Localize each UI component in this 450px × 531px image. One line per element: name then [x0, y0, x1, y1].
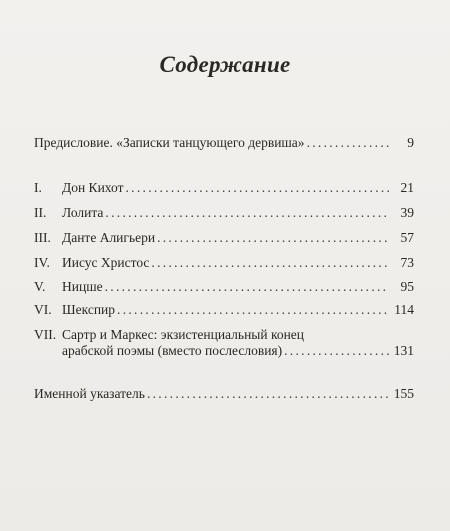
toc-page-number: 57 [400, 230, 414, 245]
toc-entry-2 [34, 205, 414, 221]
toc-entry-text: Именной указатель [34, 386, 145, 401]
toc-entry-text: Лолита [62, 205, 104, 220]
toc-entry-text-line1: Сартр и Маркес: экзистенциальный конец [62, 327, 305, 342]
toc-entry-numeral: I. [34, 180, 42, 195]
toc-entry-numeral: III. [34, 230, 51, 245]
toc-entry-5 [34, 279, 414, 295]
toc-entry-preface [34, 135, 414, 151]
toc-entry-4 [34, 255, 414, 271]
toc-entry-text-line2: арабской поэмы (вместо послесловия) [62, 343, 283, 358]
page-title: Содержание [159, 52, 291, 77]
toc-entry-text: Шекспир [62, 302, 116, 317]
toc-entry-text: Иисус Христос [62, 255, 150, 270]
toc-leader-dots [105, 279, 389, 295]
toc-leader-dots [307, 135, 389, 151]
toc-entry-numeral: V. [34, 279, 46, 294]
toc-leader-dots [151, 255, 389, 271]
toc-page-number: 155 [393, 386, 414, 401]
toc-leader-dots [117, 302, 389, 318]
toc-page-number: 73 [400, 255, 414, 270]
toc-entry-6 [34, 302, 414, 318]
toc-leader-dots [284, 343, 389, 359]
toc-entry-text: Дон Кихот [62, 180, 124, 195]
toc-entry-text: Ницше [62, 279, 103, 294]
toc-page-number: 39 [400, 205, 414, 220]
toc-leader-dots [157, 230, 389, 246]
toc-page-number: 9 [407, 135, 414, 150]
toc-entry-1 [34, 180, 414, 196]
toc-entry-text: Данте Алигьери [62, 230, 156, 245]
toc-entry-index [34, 386, 414, 402]
toc-entry-numeral: II. [34, 205, 47, 220]
toc-leader-dots [126, 180, 390, 196]
toc-entry-numeral: VI. [34, 302, 52, 317]
toc-entry-numeral: IV. [34, 255, 50, 270]
toc-page-number: 95 [400, 279, 414, 294]
toc-page-number: 114 [394, 302, 414, 317]
toc-entry-text: Предисловие. «Записки танцующего дервиша» [34, 135, 305, 150]
toc-entry-numeral: VII. [34, 327, 57, 342]
toc-page-number: 131 [393, 343, 414, 358]
toc-leader-dots [105, 205, 389, 221]
toc-leader-dots [147, 386, 389, 402]
toc-entry-7 [34, 327, 414, 359]
toc-entry-3 [34, 230, 414, 246]
toc-page-number: 21 [400, 180, 414, 195]
